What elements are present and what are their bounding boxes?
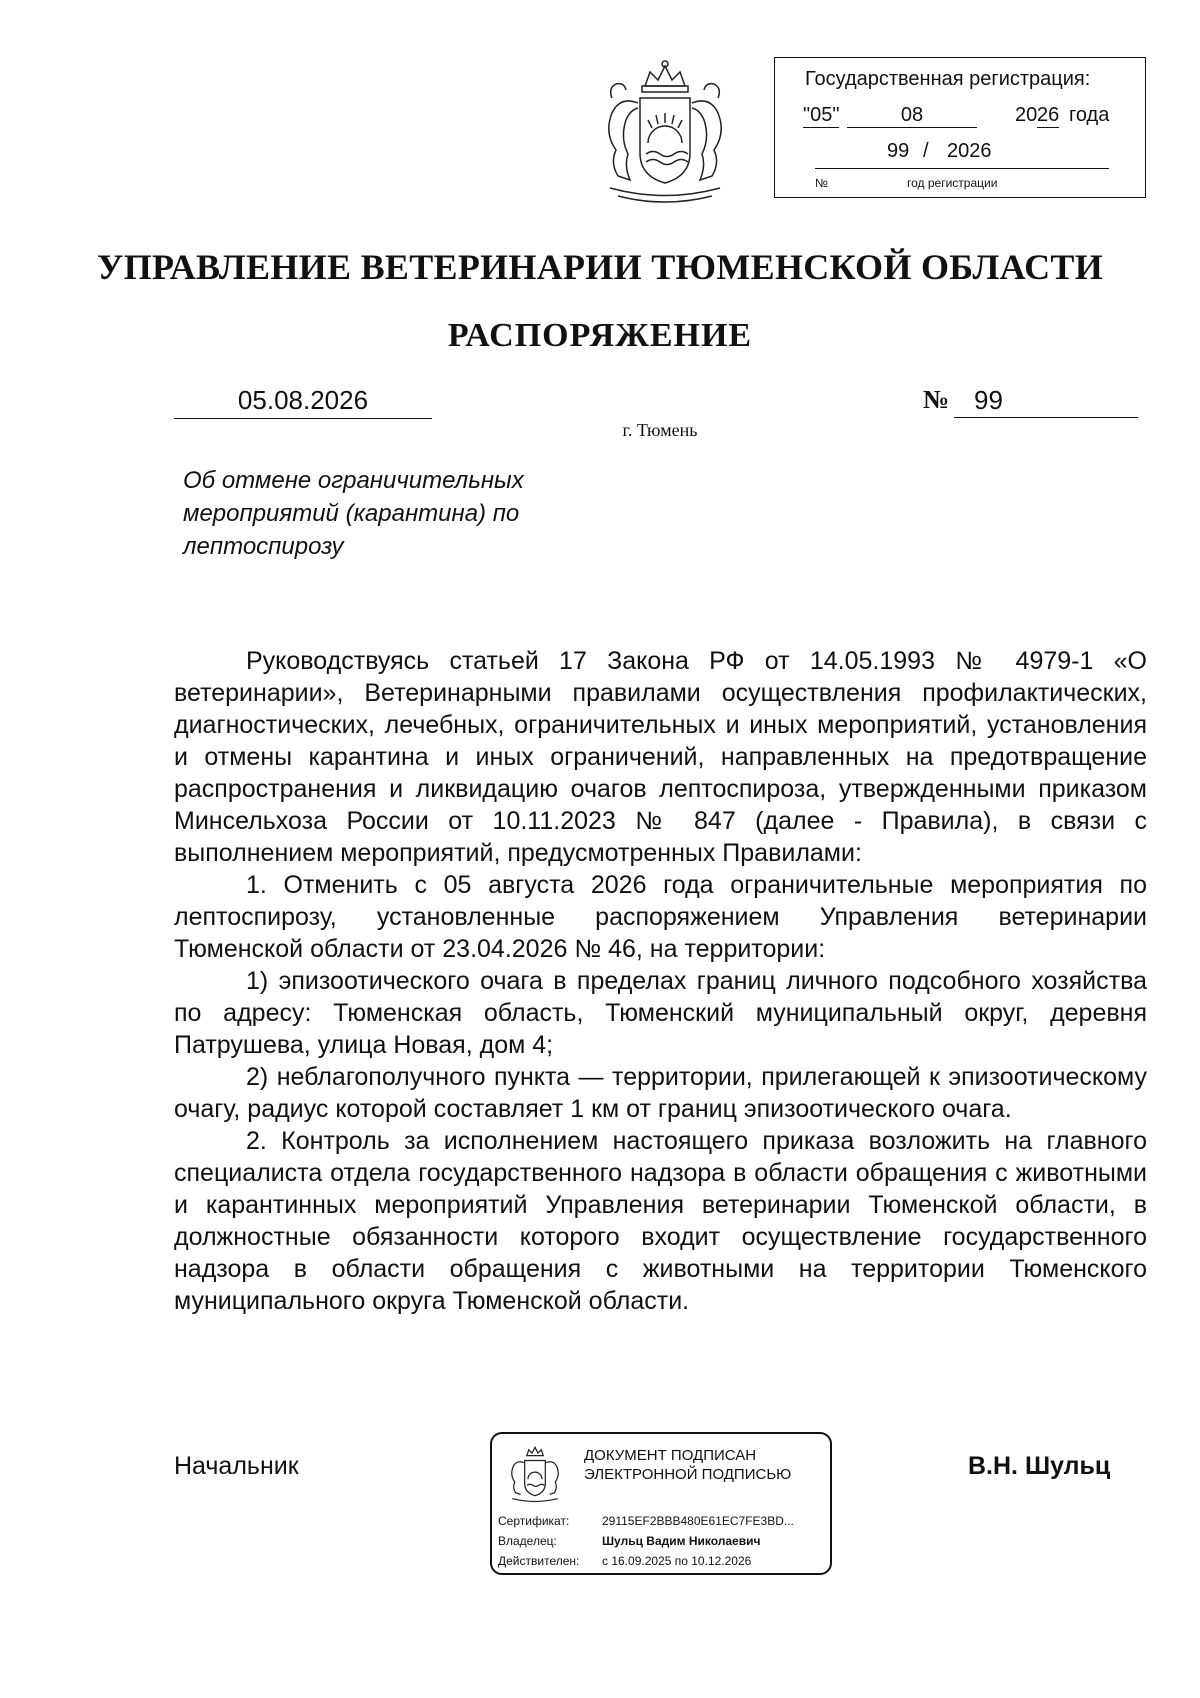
body-paragraph-item-1-2: 2) неблагополучного пункта — территории, прилегающей к эпизоотическому очагу, радиус которой составляет 1 км от границ эпизоотического очага. <box>174 1063 1147 1123</box>
signer-name: В.Н. Шульц <box>968 1452 1111 1480</box>
stamp-title <box>584 1446 791 1484</box>
registration-number-caption: № <box>815 176 828 190</box>
coat-of-arms-emblem <box>590 58 740 208</box>
registration-year-suffix: 26 <box>1037 104 1060 126</box>
registration-box <box>774 57 1146 198</box>
stamp-certificate-value: 29115EF2BBB480E61EC7FE3BD... <box>602 1514 794 1528</box>
stamp-valid-label: Действителен: <box>498 1554 580 1568</box>
registration-separator: / <box>923 140 929 162</box>
body-paragraph-item-1: 1. Отменить с 05 августа 2026 года ограничительные мероприятия по лептоспирозу, установленные распоряжением Управления ветеринарии Тюменской области от 23.04.2026 № 46, на территории: <box>174 871 1147 963</box>
electronic-signature-stamp <box>490 1432 832 1575</box>
stamp-owner-value: Шульц Вадим Николаевич <box>602 1534 761 1548</box>
stamp-owner-label: Владелец: <box>498 1534 557 1548</box>
document-number: 99 <box>954 385 1138 418</box>
stamp-valid-row <box>498 1554 751 1568</box>
number-sign: № <box>923 385 950 414</box>
registration-month: 08 <box>847 104 977 128</box>
body-paragraph-item-2: 2. Контроль за исполнением настоящего приказа возложить на главного специалиста отдела государственного надзора в области обращения с животными и карантинных мероприятий Управления ветеринарии Тюменской области, в должностные обязанности которого входит осуществление государственного надзора в области обращения с животными на территории Тюменского муниципального округа Тюменской области. <box>174 1127 1147 1315</box>
body-paragraph-preamble: Руководствуясь статьей 17 Закона РФ от 14.05.1993 № 4979-1 «О ветеринарии», Ветеринарными правилами осуществления профилактических, диагностических, лечебных, ограничительных и иных мероприятий, установления и отмены карантина и иных ограничений, направленных на предотвращение распространения и ликвидацию очагов лептоспироза, утвержденными приказом Минсельхоза России от 10.11.2023 № 847 (далее - Правила), в связи с выполнением мероприятий, предусмотренных Правилами: <box>174 647 1147 867</box>
document-subject: Об отмене ограничительных мероприятий (карантина) по лептоспирозу <box>183 467 524 560</box>
stamp-certificate-row <box>498 1514 794 1528</box>
registration-year-word: года <box>1069 104 1110 126</box>
stamp-title-line-2: ЭЛЕКТРОННОЙ ПОДПИСЬЮ <box>584 1466 792 1483</box>
registration-year-caption: год регистрации <box>907 176 998 190</box>
stamp-emblem-icon <box>504 1444 566 1506</box>
registration-date-line <box>803 104 1133 132</box>
registration-day: "05" <box>803 104 840 126</box>
stamp-title-line-1: ДОКУМЕНТ ПОДПИСАН <box>584 1447 757 1464</box>
registration-year: 2026 <box>947 140 992 162</box>
registration-number-line <box>815 140 1109 169</box>
stamp-certificate-label: Сертификат: <box>498 1514 570 1528</box>
registration-year-prefix: 20 <box>1015 104 1038 126</box>
stamp-valid-value: с 16.09.2025 по 10.12.2026 <box>602 1554 752 1568</box>
document-body <box>174 645 1147 1317</box>
document-city: г. Тюмень <box>622 420 698 440</box>
registration-number: 99 <box>887 140 910 162</box>
document-date: 05.08.2026 <box>174 385 432 419</box>
organization-title: УПРАВЛЕНИЕ ВЕТЕРИНАРИИ ТЮМЕНСКОЙ ОБЛАСТИ <box>96 247 1104 287</box>
document-type: РАСПОРЯЖЕНИЕ <box>447 317 753 354</box>
registration-title: Государственная регистрация: <box>805 68 1091 90</box>
stamp-owner-row <box>498 1534 760 1548</box>
signer-position: Начальник <box>174 1452 299 1480</box>
body-paragraph-item-1-1: 1) эпизоотического очага в пределах границ личного подсобного хозяйства по адресу: Тюменская область, Тюменский муниципальный округ, деревня Патрушева, улица Новая, дом 4; <box>174 967 1147 1059</box>
